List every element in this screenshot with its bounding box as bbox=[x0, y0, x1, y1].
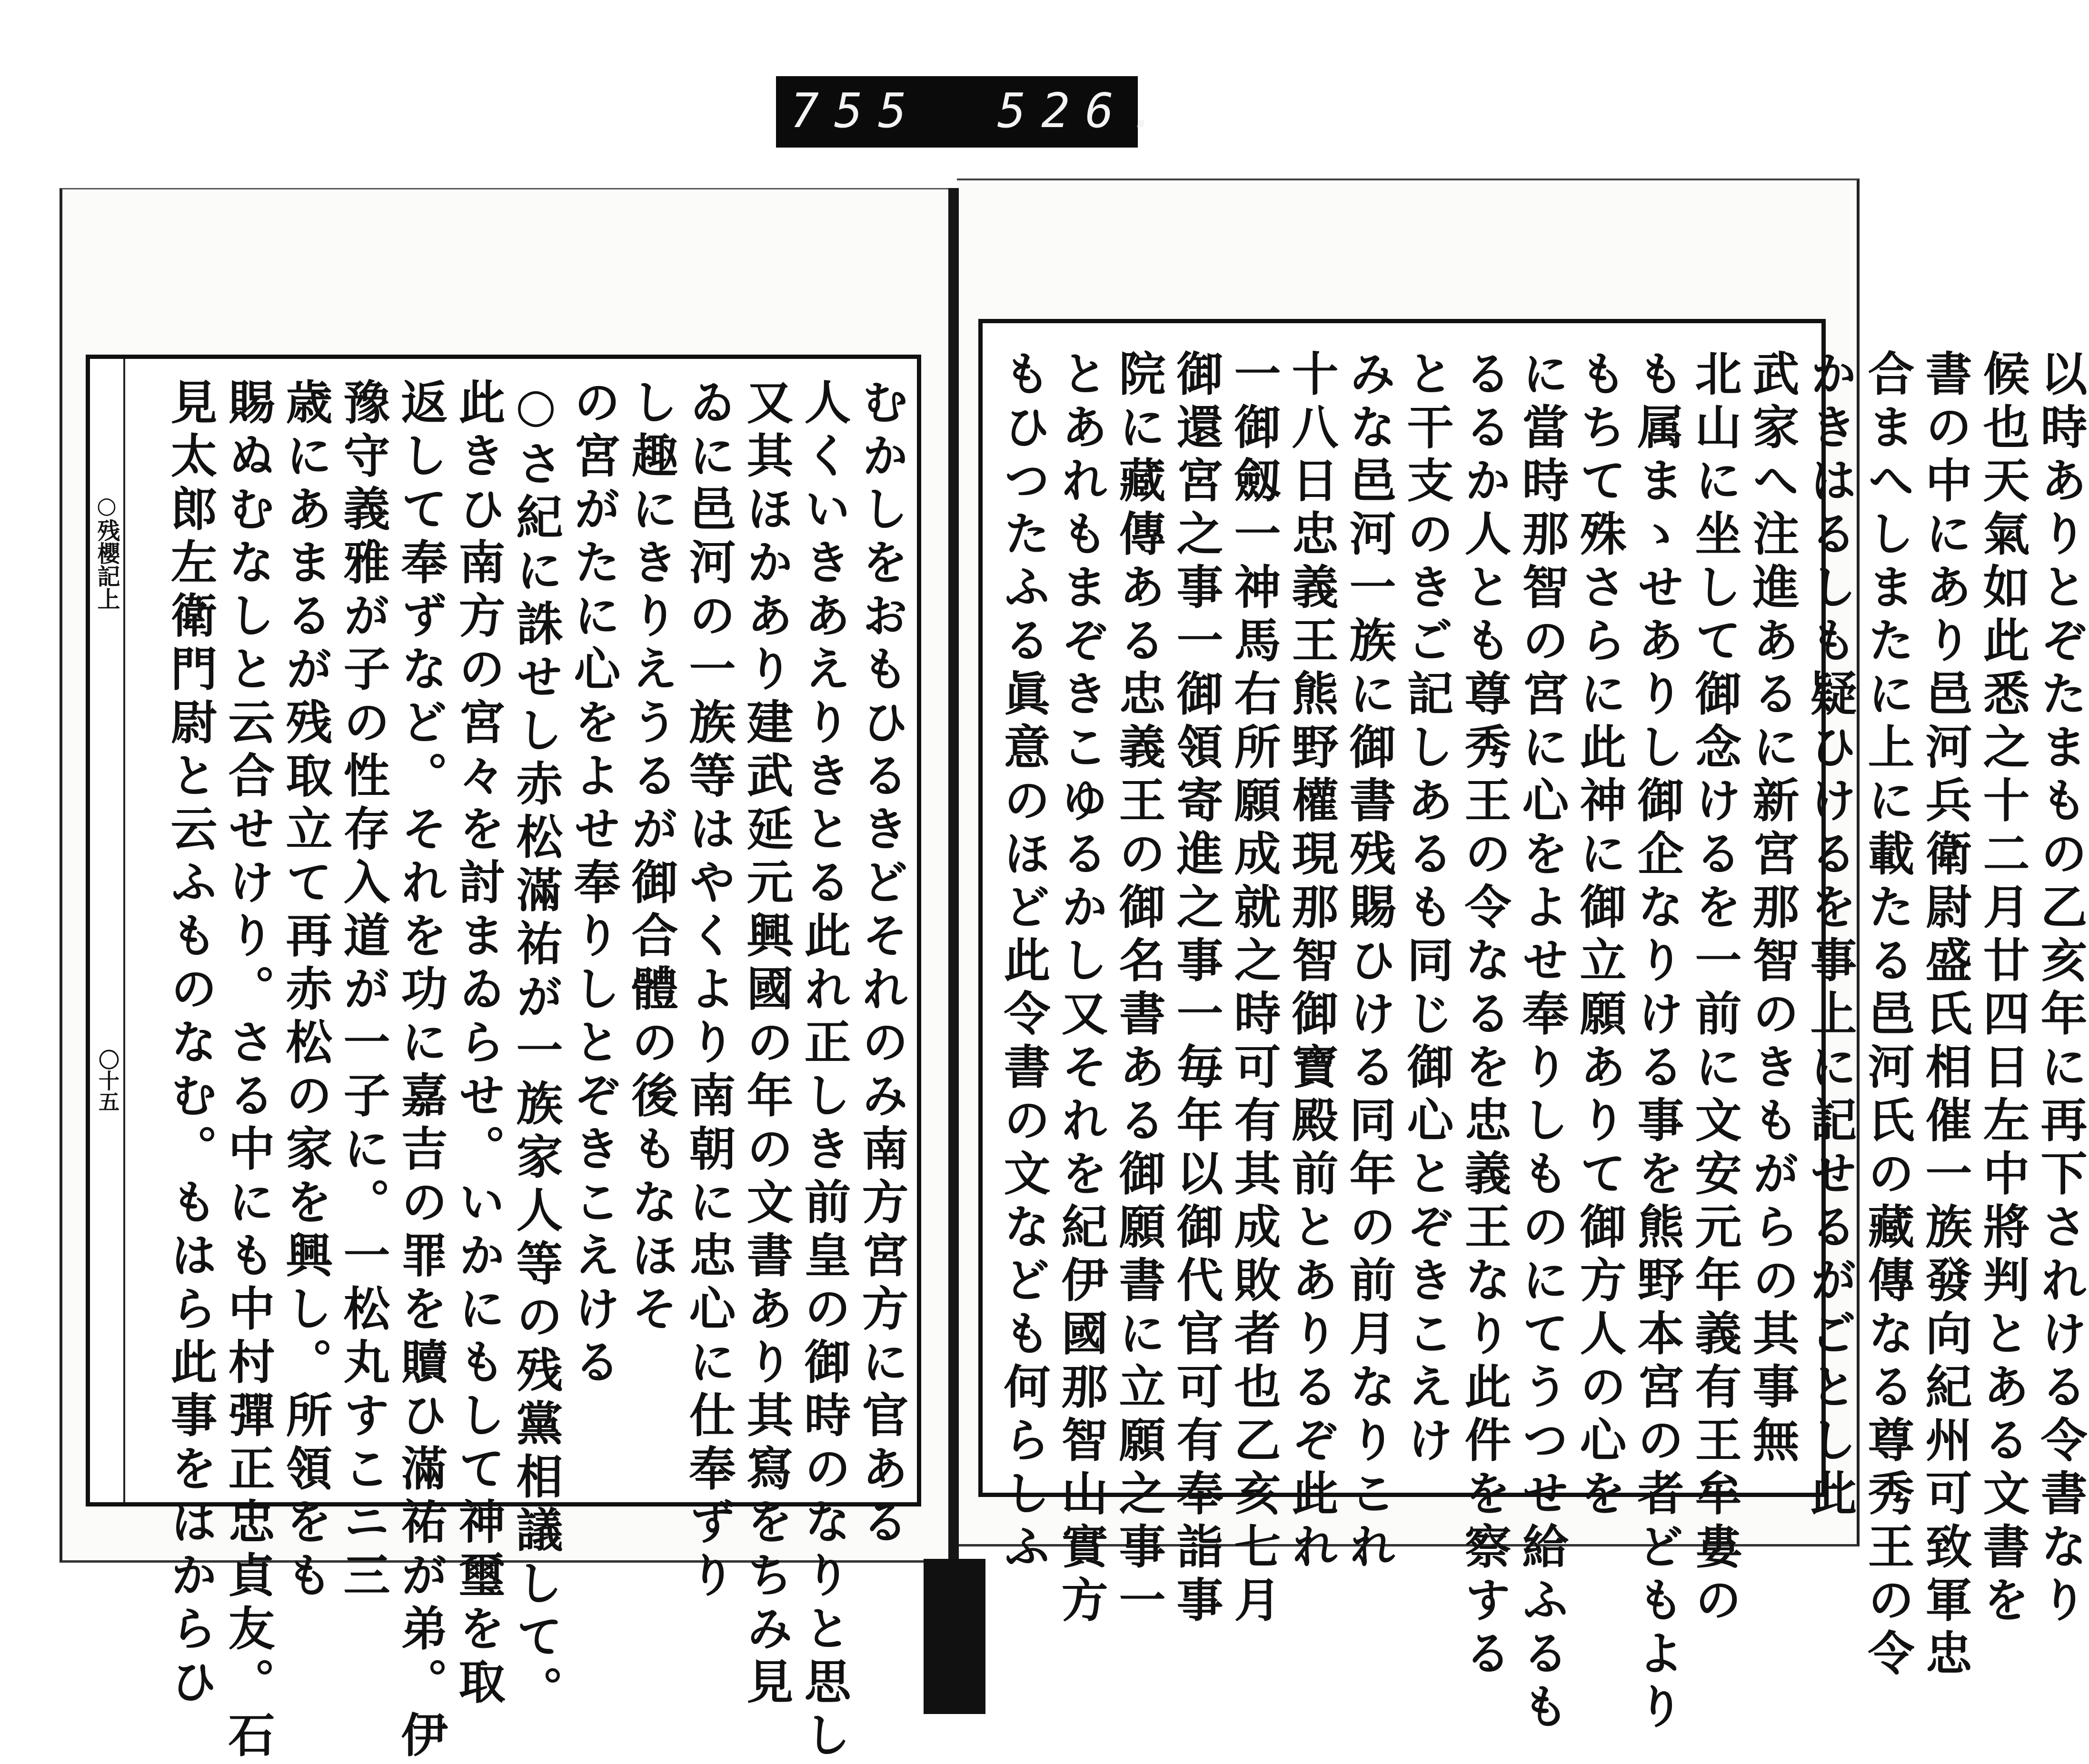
page-number: 〇十五 bbox=[95, 1049, 119, 1112]
text-line: 返して奉ずなど。それを功に嘉吉の罪を贖ひ滿祐が弟。伊 bbox=[393, 378, 448, 1764]
text-line: 院に藏傳ある忠義王の御名書ある御願書に立願之事一 bbox=[1111, 349, 1166, 1629]
text-line: みな邑河一族に御書残賜ひける同年の前月なりこれ bbox=[1342, 349, 1396, 1576]
text-line: と干支のきご記しあるも同じ御心とぞきこえけ bbox=[1399, 349, 1454, 1469]
left-page-frame bbox=[86, 355, 921, 1764]
text-line: 歳にあまるが残取立て再赤松の家を興し。所領をも bbox=[278, 378, 333, 1604]
text-line: も属まゝせありし御企なりける事を熊野本宮の者どもより bbox=[1630, 349, 1684, 1735]
text-line: 武家へ注進あるに新宮那智のきもがらの其事無 bbox=[1745, 349, 1800, 1469]
text-line: 十八日忠義王熊野權現那智御寶殿前とありるぞ此れ bbox=[1284, 349, 1339, 1576]
running-title: ○残櫻記上 bbox=[93, 492, 120, 610]
text-line: かきはるしも疑ひけるを事上に記せるがごとし此 bbox=[1802, 349, 1857, 1522]
text-line: 又其ほかあり建武延元興國の年の文書あり其寫をちみ見 bbox=[739, 378, 794, 1711]
text-line: し趣にきりえうるが御合體の後もなほそ bbox=[624, 378, 678, 1338]
catalog-number-left: 755 bbox=[790, 83, 922, 139]
text-line: 賜ぬむなしと云合せけり。さる中にも中村彈正忠貞友。石 bbox=[220, 378, 275, 1764]
right-page-text bbox=[995, 349, 2089, 1735]
text-line: の宮がたに心をよせ奉りしとぞきこえける bbox=[566, 378, 621, 1391]
catalog-label bbox=[776, 76, 1173, 148]
text-line: に當時那智の宮に心をよせ奉りしものにてうつせ給ふるも bbox=[1514, 349, 1569, 1735]
text-line: むかしをおもひるきどそれのみ南方宮方に官ある bbox=[854, 378, 909, 1551]
text-line: もひつたふる眞意のほど此令書の文なども何らしふ bbox=[996, 349, 1051, 1576]
margin-rule bbox=[123, 359, 125, 1502]
text-line: 豫守義雅が子の性存入道が一子に。一松丸すこニ三 bbox=[336, 378, 390, 1604]
text-line: 書の中にあり邑河兵衛尉盛氏相催一族發向紀州可致軍忠 bbox=[1918, 349, 1972, 1682]
text-line: 合まへしまたに上に載たる邑河氏の藏傳なる尊秀王の令 bbox=[1860, 349, 1915, 1682]
text-line: ○さ紀に誅せし赤松滿祐が一族家人等の残黨相議して。 bbox=[508, 378, 563, 1719]
text-line: もちて殊さらに此神に御立願ありて御方人の心を bbox=[1572, 349, 1627, 1522]
text-line: 候也天氣如此悉之十二月廿四日左中將判とある文書を bbox=[1975, 349, 2030, 1629]
text-line: 以時ありとぞたまもの乙亥年に再下されける令書なり bbox=[2033, 349, 2088, 1629]
binding-tab bbox=[924, 1559, 985, 1714]
text-line: 此きひ南方の宮々を討まゐらせ。いかにもして神璽を取 bbox=[451, 378, 506, 1711]
catalog-number-right: 526. bbox=[997, 83, 1173, 139]
text-line: とあれもまぞきこゆるかし又それを紀伊國那智山實方 bbox=[1054, 349, 1108, 1629]
left-page-text bbox=[161, 378, 910, 1764]
text-line: 北山に坐して御念けるを一前に文安元年義有王牟婁の bbox=[1687, 349, 1742, 1629]
text-line: 人くいきあえりきとる此れ正しき前皇の御時のなりと思し bbox=[796, 378, 851, 1764]
text-line: 御還宮之事一御領寄進之事一毎年以御代官可有奉詣事 bbox=[1169, 349, 1224, 1629]
book-spine bbox=[948, 188, 959, 1559]
text-line: ゐに邑河の一族等はやくより南朝に忠心に仕奉ずり bbox=[681, 378, 736, 1604]
right-page-frame bbox=[978, 319, 2088, 1735]
text-line: るるか人とも尊秀王の令なるを忠義王なり此件を察する bbox=[1457, 349, 1512, 1682]
text-line: 見太郎左衛門尉と云ふものなむ。もはら此事をはからひ bbox=[163, 378, 218, 1711]
text-line: 一御劔一神馬右所願成就之時可有其成敗者也乙亥七月 bbox=[1226, 349, 1281, 1629]
